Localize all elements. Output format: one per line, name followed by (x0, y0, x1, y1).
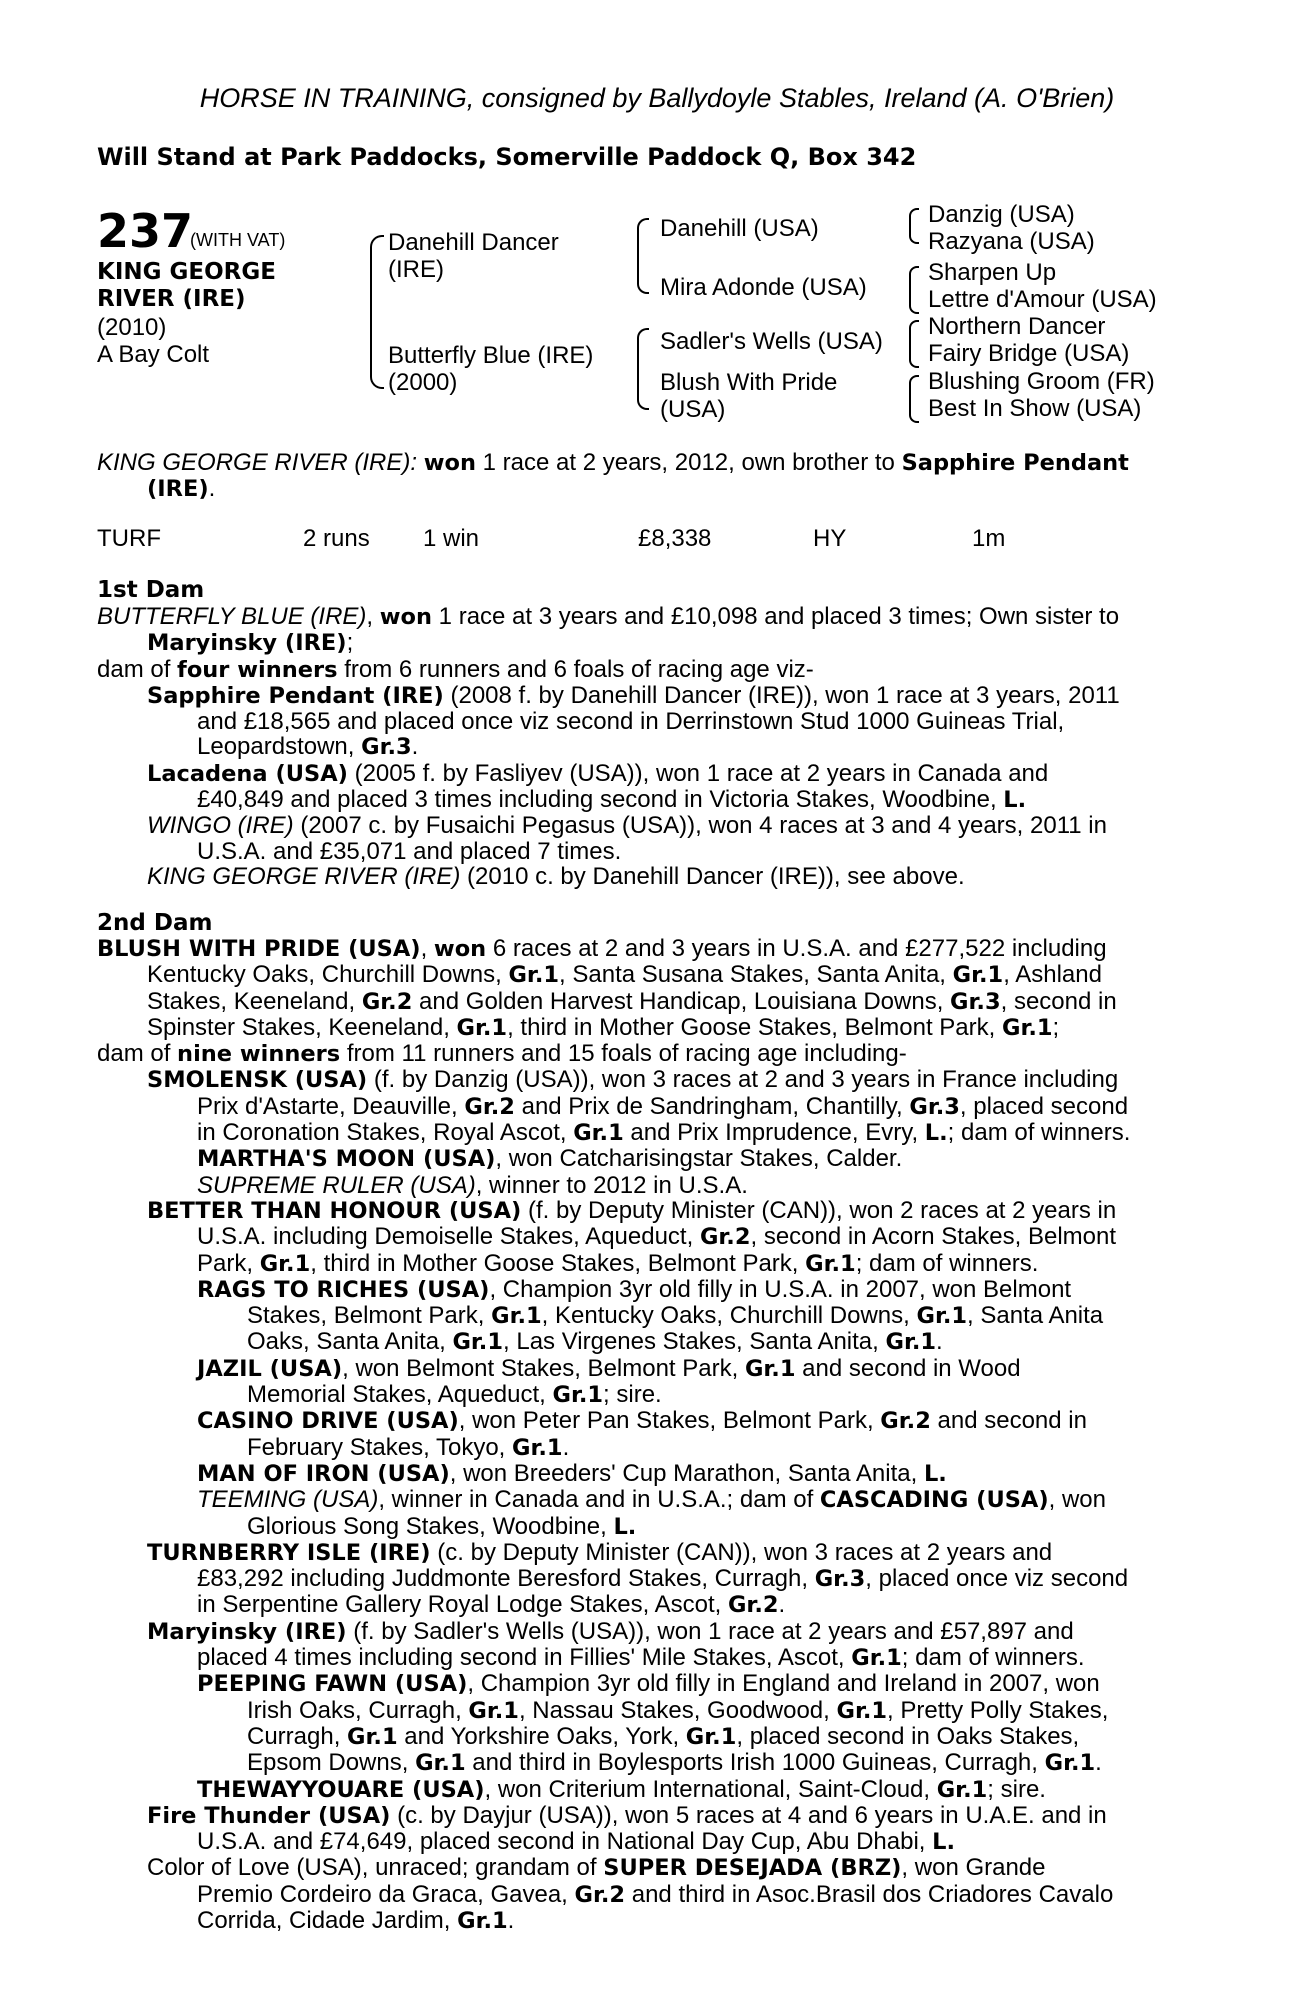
text: placed 4 times including second in Fillies' Mile Stakes, Ascot, (197, 1644, 852, 1672)
text: U.S.A. and £74,649, placed second in National Day Cup, Abu Dhabi, (197, 1828, 933, 1856)
text: , (420, 935, 434, 962)
text: Stakes, Keeneland, (147, 987, 362, 1015)
pedigree-brace-sd (909, 266, 919, 314)
text: and Prix Imprudence, Evry, (623, 1119, 925, 1147)
second-dam-line (147, 1855, 1201, 1881)
record-going: HY (813, 525, 847, 552)
text: U.S.A. including Demoiselle Stakes, Aqueduct, (197, 1223, 700, 1251)
summary-brother-country: (IRE) (147, 476, 209, 503)
lot-number: 237 (97, 204, 194, 258)
dam-dam-line2: (USA) (660, 396, 726, 423)
text: Oaks, Santa Anita, (247, 1328, 453, 1356)
bold-text: L. (924, 1120, 948, 1147)
bold-text: Gr.1 (468, 1697, 519, 1724)
text: from 11 runners and 15 foals of racing age including- (340, 1040, 907, 1068)
bold-text: L. (1003, 787, 1027, 814)
text: , won Criterium International, Saint-Cloud, (484, 1775, 937, 1803)
text: (2010 c. by Danehill Dancer (IRE)), see above. (460, 862, 965, 890)
text: ; dam of winners. (901, 1644, 1085, 1672)
text: Spinster Stakes, Keeneland, (147, 1013, 457, 1041)
lot-summary (97, 450, 1201, 503)
italic-text: BUTTERFLY BLUE (IRE) (97, 603, 367, 630)
record-earnings: £8,338 (638, 525, 712, 552)
text: Color of Love (USA), unraced; grandam of (147, 1854, 604, 1882)
bold-text: SUPER DESEJADA (BRZ) (603, 1855, 902, 1882)
bold-text: nine winners (177, 1041, 341, 1068)
bold-text: Gr.1 (456, 1014, 508, 1041)
summary-text: 1 race at 2 years, 2012, own brother to (475, 449, 902, 476)
first-dam-line (197, 839, 1201, 864)
text: ; dam of winners. (855, 1249, 1039, 1277)
pedigree-brace-sire (637, 218, 649, 294)
foaling-year: (2010) (97, 314, 167, 341)
dsd: Fairy Bridge (USA) (928, 340, 1130, 367)
bold-text: RAGS TO RICHES (USA) (197, 1276, 490, 1303)
text: Prix d'Astarte, Deauville, (197, 1092, 465, 1120)
text: (c. by Dayjur (USA)), won 5 races at 4 and 6 years in U.A.E. and in (390, 1801, 1107, 1829)
text: , won Grande (901, 1854, 1046, 1882)
text: . (507, 1906, 515, 1934)
pedigree-brace-ds (909, 320, 919, 368)
text: , placed second (959, 1092, 1129, 1120)
text: , Santa Susana Stakes, Santa Anita, (559, 961, 953, 989)
italic-text: SUPREME RULER (USA) (197, 1171, 476, 1199)
bold-text: Gr.3 (950, 988, 1001, 1015)
text: (f. by Danzig (USA)), won 3 races at 2 and 3 years in France including (367, 1066, 1119, 1094)
record-runs: 2 runs (303, 525, 370, 552)
bold-text: CASINO DRIVE (USA) (197, 1408, 459, 1435)
text: 1 race at 3 years and £10,098 and placed 3 times; Own sister to (432, 603, 1120, 630)
second-dam-line (147, 1198, 1201, 1224)
second-dam-line (247, 1303, 1201, 1329)
summary-dot: . (208, 475, 216, 503)
text: (2005 f. by Fasliyev (USA)), won 1 race at 2 years in Canada and (347, 759, 1049, 787)
text: Park, (197, 1249, 260, 1277)
bold-text: Maryinsky (IRE) (147, 1618, 347, 1645)
bold-text: Gr.1 (916, 1303, 968, 1330)
italic-text: WINGO (IRE) (147, 812, 294, 840)
second-dam-line (197, 1592, 1201, 1618)
text: , Pretty Polly Stakes, (887, 1696, 1109, 1724)
bold-text: Lacadena (USA) (147, 760, 348, 787)
text: Glorious Song Stakes, Woodbine, (247, 1512, 614, 1540)
second-dam-line (197, 1829, 1201, 1855)
bold-text: Gr.2 (727, 1592, 779, 1619)
bold-text: Gr.2 (574, 1881, 626, 1908)
text: dam of (97, 655, 178, 683)
text: , third in Mother Goose Stakes, Belmont Park, (310, 1249, 806, 1277)
sire-sire: Danehill (USA) (660, 215, 819, 242)
second-dam-line (197, 1908, 1201, 1934)
text: Premio Cordeiro da Graca, Gavea, (197, 1880, 575, 1908)
second-dam-line (197, 1645, 1201, 1671)
text: , placed once viz second (865, 1565, 1129, 1593)
bold-text: Gr.1 (491, 1303, 542, 1330)
first-dam-line (97, 604, 1201, 630)
sss: Danzig (USA) (928, 201, 1075, 228)
summary-colon: : (410, 449, 424, 476)
bold-text: Gr.2 (464, 1093, 515, 1120)
text: from 6 runners and 6 foals of racing age viz- (337, 655, 814, 683)
bold-text: JAZIL (USA) (197, 1355, 343, 1382)
bold-text: Gr.3 (814, 1566, 866, 1593)
bold-text: BLUSH WITH PRIDE (USA) (97, 936, 421, 962)
second-dam-line (247, 1514, 1201, 1540)
sds: Sharpen Up (928, 259, 1057, 286)
bold-text: MARTHA'S MOON (USA) (197, 1146, 496, 1173)
text: (2007 c. by Fusaichi Pegasus (USA)), won 4 races at 3 and 4 years, 2011 in (293, 812, 1107, 840)
text: . (936, 1328, 943, 1356)
second-dam-heading: 2nd Dam (97, 910, 213, 936)
bold-text: THEWAYYOUARE (USA) (197, 1776, 485, 1803)
second-dam-line (147, 1067, 1201, 1093)
first-dam-line (147, 864, 1201, 889)
bold-text: Gr.1 (952, 962, 1004, 989)
second-dam-line (197, 1251, 1201, 1277)
text: , (366, 603, 380, 630)
first-dam-line (147, 813, 1201, 838)
text: ; dam of winners. (947, 1119, 1131, 1147)
second-dam-line (197, 1356, 1201, 1382)
second-dam-line (197, 1277, 1201, 1303)
second-dam-line (247, 1329, 1201, 1355)
text: Irish Oaks, Curragh, (247, 1696, 469, 1724)
bold-text: Gr.1 (1044, 1750, 1096, 1777)
second-dam-line (247, 1750, 1201, 1776)
text: (f. by Sadler's Wells (USA)), won 1 race at 2 years and £57,897 and (346, 1617, 1074, 1645)
second-dam-line (247, 1724, 1201, 1750)
text: in Serpentine Gallery Royal Lodge Stakes, Ascot, (197, 1591, 728, 1619)
pedigree-brace-gen1 (370, 235, 384, 389)
first-dam-line (97, 657, 1201, 683)
text: , winner in Canada and in U.S.A.; dam of (378, 1486, 820, 1514)
bold-text: Sapphire Pendant (IRE) (147, 682, 444, 709)
second-dam-line (197, 1146, 1201, 1172)
second-dam-line (147, 1540, 1201, 1566)
text: and second in (930, 1407, 1087, 1435)
dss: Northern Dancer (928, 313, 1106, 340)
text: , Kentucky Oaks, Churchill Downs, (541, 1302, 917, 1330)
second-dam-line (197, 1173, 1201, 1198)
text: and Yorkshire Oaks, York, (397, 1722, 686, 1750)
pedigree-brace-dd (909, 375, 919, 423)
record-distance: 1m (972, 525, 1006, 552)
text: U.S.A. and £35,071 and placed 7 times. (197, 837, 622, 865)
second-dam-line (147, 962, 1201, 988)
text: ; sire. (987, 1775, 1046, 1803)
second-dam-line (247, 1698, 1201, 1724)
second-dam-line (247, 1382, 1201, 1408)
text: and third in Boylesports Irish 1000 Guineas, Curragh, (465, 1749, 1045, 1777)
text: Leopardstown, (197, 733, 362, 761)
text: ; (346, 629, 354, 657)
text: dam of (97, 1040, 178, 1068)
summary-horse-name: KING GEORGE RIVER (IRE) (97, 449, 411, 476)
sire-dam: Mira Adonde (USA) (660, 274, 867, 301)
text: , second in Acorn Stakes, Belmont (750, 1223, 1117, 1251)
first-dam-line (197, 787, 1201, 813)
text: . (562, 1433, 570, 1461)
bold-text: won (433, 936, 487, 962)
text: . (411, 733, 419, 761)
text: Curragh, (247, 1722, 348, 1750)
text: , Champion 3yr old filly in England and Ireland in 2007, won (467, 1670, 1100, 1698)
text: ; sire. (603, 1381, 662, 1409)
catalogue-header-title: HORSE IN TRAINING, consigned by Ballydoyle Stables, Ireland (A. O'Brien) (199, 83, 1115, 113)
italic-text: KING GEORGE RIVER (IRE) (147, 862, 461, 890)
text: (c. by Deputy Minister (CAN)), won 3 races at 2 years and (430, 1538, 1053, 1566)
bold-text: Fire Thunder (USA) (147, 1802, 391, 1829)
summary-won: won (423, 450, 476, 476)
text: and Prix de Sandringham, Chantilly, (514, 1092, 910, 1120)
text: , won Peter Pan Stakes, Belmont Park, (458, 1407, 881, 1435)
bold-text: CASCADING (USA) (819, 1487, 1049, 1514)
bold-text: MAN OF IRON (USA) (197, 1460, 450, 1487)
bold-text: Gr.1 (573, 1120, 624, 1147)
second-dam-line (197, 1120, 1201, 1146)
text: Corrida, Cidade Jardim, (197, 1906, 458, 1934)
first-dam-line (147, 683, 1201, 709)
text: , Santa Anita (967, 1302, 1104, 1330)
text: , winner to 2012 in U.S.A. (475, 1171, 748, 1199)
text: , Las Virgenes Stakes, Santa Anita, (503, 1328, 886, 1356)
horse-description: A Bay Colt (97, 341, 210, 368)
pedigree-brace-ss (909, 208, 919, 244)
dam-name: Butterfly Blue (IRE) (388, 342, 594, 369)
bold-text: L. (923, 1460, 947, 1487)
second-dam-line (97, 936, 1201, 962)
bold-text: Gr.1 (552, 1382, 604, 1409)
bold-text: SMOLENSK (USA) (147, 1067, 368, 1094)
first-dam-heading: 1st Dam (97, 577, 205, 603)
vat-note: (WITH VAT) (190, 230, 286, 250)
bold-text: Gr.2 (699, 1224, 751, 1251)
bold-text: Maryinsky (IRE) (147, 630, 347, 657)
text: in Coronation Stakes, Royal Ascot, (197, 1119, 574, 1147)
text: Memorial Stakes, Aqueduct, (247, 1381, 553, 1409)
text: Stakes, Belmont Park, (247, 1302, 492, 1330)
sire-country: (IRE) (388, 256, 444, 283)
bold-text: Gr.1 (457, 1907, 508, 1934)
text: , won Breeders' Cup Marathon, Santa Anita, (449, 1459, 924, 1487)
text: and Golden Harvest Handicap, Louisiana Downs, (412, 987, 951, 1015)
text: , won Belmont Stakes, Belmont Park, (342, 1354, 745, 1382)
bold-text: Gr.1 (512, 1434, 563, 1461)
second-dam-line (197, 1566, 1201, 1592)
second-dam-line (197, 1094, 1201, 1120)
bold-text: TURNBERRY ISLE (IRE) (147, 1539, 431, 1566)
horse-name-line2: RIVER (IRE) (97, 286, 246, 312)
italic-text: TEEMING (USA) (197, 1486, 379, 1514)
bold-text: won (379, 604, 433, 630)
second-dam-line (147, 1015, 1201, 1041)
bold-text: Gr.1 (936, 1776, 988, 1803)
bold-text: Gr.1 (259, 1250, 311, 1277)
bold-text: L. (932, 1829, 956, 1856)
bold-text: BETTER THAN HONOUR (USA) (147, 1197, 522, 1224)
bold-text: Gr.2 (361, 988, 413, 1015)
text: , Ashland (1003, 961, 1102, 989)
text: Kentucky Oaks, Churchill Downs, (147, 961, 509, 989)
bold-text: Gr.1 (744, 1355, 796, 1382)
bold-text: Gr.3 (361, 734, 412, 761)
text: (2008 f. by Danehill Dancer (IRE)), won 1 race at 3 years, 2011 (443, 681, 1120, 709)
second-dam-line (147, 989, 1201, 1015)
first-dam-line (147, 630, 1201, 656)
bold-text: Gr.1 (836, 1697, 888, 1724)
sire-name: Danehill Dancer (388, 229, 559, 256)
ddd: Best In Show (USA) (928, 395, 1142, 422)
horse-name-line1: KING GEORGE (97, 259, 276, 285)
second-dam-line (197, 1671, 1201, 1697)
text: , second in (1000, 987, 1117, 1015)
second-dam-line (97, 1041, 1201, 1067)
bold-text: L. (613, 1513, 637, 1540)
dam-sire: Sadler's Wells (USA) (660, 328, 883, 355)
bold-text: Gr.3 (909, 1093, 960, 1120)
record-surface: TURF (97, 525, 161, 552)
bold-text: Gr.1 (1001, 1014, 1053, 1041)
stand-location: Will Stand at Park Paddocks, Somerville Paddock Q, Box 342 (97, 143, 917, 171)
first-dam-line (147, 761, 1201, 787)
text: February Stakes, Tokyo, (247, 1433, 513, 1461)
dds: Blushing Groom (FR) (928, 368, 1155, 395)
second-dam-line (147, 1619, 1201, 1645)
sdd: Lettre d'Amour (USA) (928, 286, 1157, 313)
first-dam-body (97, 604, 1201, 889)
text: , Nassau Stakes, Goodwood, (518, 1696, 837, 1724)
bold-text: Gr.1 (452, 1329, 504, 1356)
bold-text: PEEPING FAWN (USA) (197, 1671, 468, 1698)
bold-text: Gr.2 (880, 1408, 931, 1435)
second-dam-line (197, 1487, 1201, 1513)
text: ; (1052, 1013, 1060, 1041)
second-dam-line (197, 1408, 1201, 1434)
second-dam-line (197, 1777, 1201, 1803)
bold-text: Gr.1 (347, 1723, 398, 1750)
text: and second in Wood (795, 1354, 1021, 1382)
text: . (1095, 1749, 1102, 1777)
dam-year: (2000) (388, 369, 458, 396)
bold-text: Gr.1 (508, 962, 560, 989)
first-dam-line (197, 709, 1201, 734)
text: 6 races at 2 and 3 years in U.S.A. and £277,522 including (486, 935, 1107, 962)
text: , won (1048, 1486, 1106, 1514)
record-wins: 1 win (423, 525, 480, 552)
text: , Champion 3yr old filly in U.S.A. in 2007, won Belmont (489, 1275, 1072, 1303)
text: , placed second in Oaks Stakes, (736, 1722, 1080, 1750)
bold-text: Gr.1 (685, 1723, 737, 1750)
second-dam-line (197, 1224, 1201, 1250)
second-dam-line (247, 1435, 1201, 1461)
text: . (778, 1591, 786, 1619)
text: £83,292 including Juddmonte Beresford Stakes, Curragh, (197, 1565, 815, 1593)
bold-text: Gr.1 (851, 1645, 902, 1672)
second-dam-line (147, 1803, 1201, 1829)
pedigree-brace-dam (637, 328, 649, 410)
bold-text: Gr.1 (885, 1329, 937, 1356)
text: and £18,565 and placed once viz second in Derrinstown Stud 1000 Guineas Trial, (197, 708, 1065, 736)
second-dam-body (97, 936, 1201, 1934)
text: (f. by Deputy Minister (CAN)), won 2 races at 2 years in (521, 1196, 1117, 1224)
summary-brother: Sapphire Pendant (901, 450, 1129, 476)
text: £40,849 and placed 3 times including second in Victoria Stakes, Woodbine, (197, 786, 1004, 814)
first-dam-line (197, 734, 1201, 760)
bold-text: Gr.1 (415, 1750, 466, 1777)
text: , won Catcharisingstar Stakes, Calder. (495, 1145, 903, 1173)
text: Epsom Downs, (247, 1749, 416, 1777)
second-dam-line (197, 1461, 1201, 1487)
dam-dam-line1: Blush With Pride (660, 369, 838, 396)
bold-text: Gr.1 (805, 1250, 856, 1277)
bold-text: four winners (177, 656, 338, 683)
text: and third in Asoc.Brasil dos Criadores Cavalo (625, 1880, 1114, 1908)
text: , third in Mother Goose Stakes, Belmont Park, (507, 1013, 1002, 1041)
ssd: Razyana (USA) (928, 228, 1095, 255)
second-dam-line (197, 1882, 1201, 1908)
